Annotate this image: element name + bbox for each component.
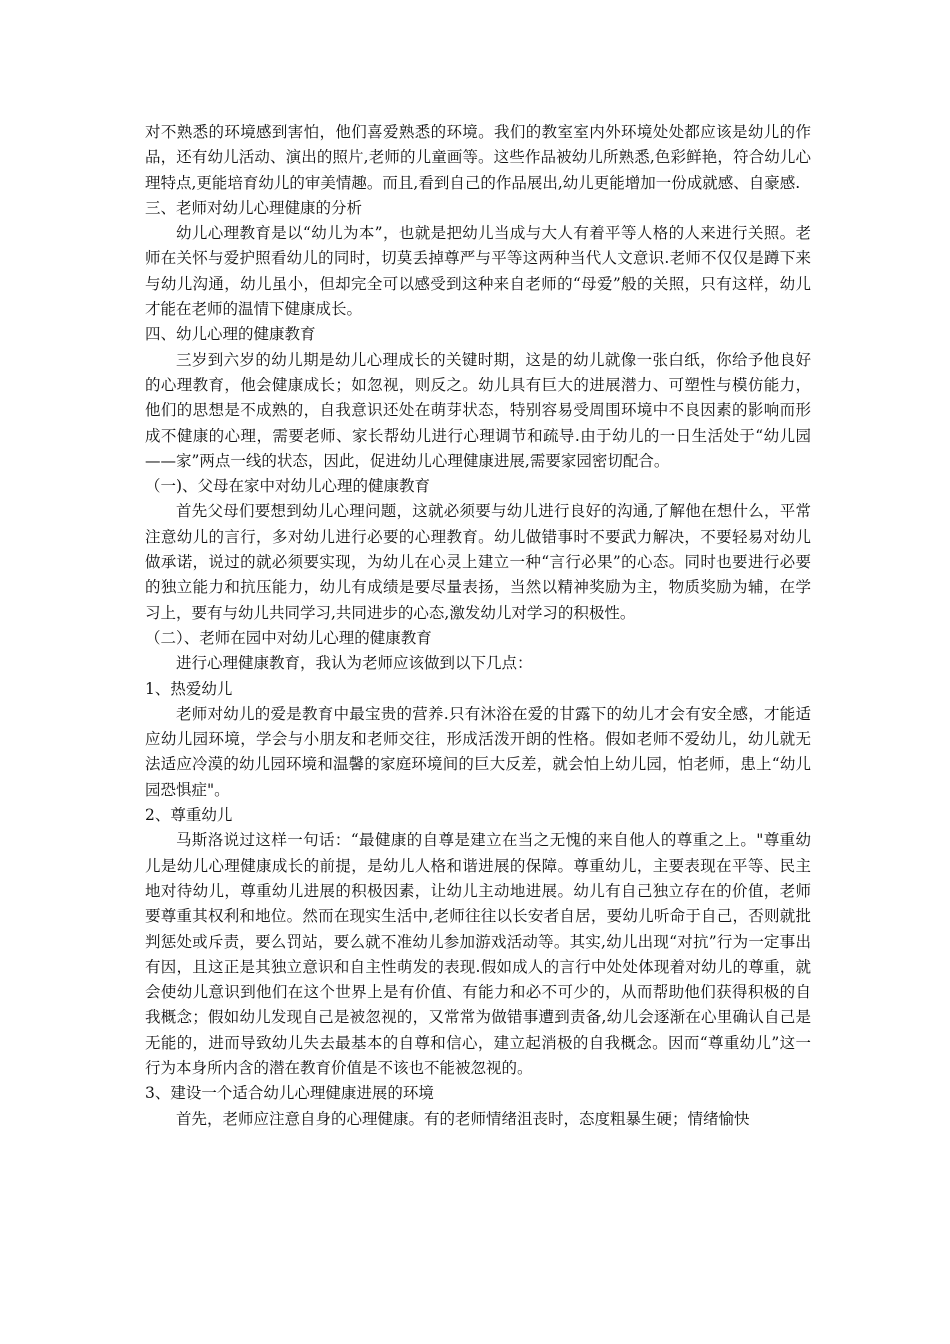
item-heading-3: 3、建设一个适合幼儿心理健康进展的环境	[145, 1084, 434, 1103]
paragraph: 首先，老师应注意自身的心理健康。有的老师情绪沮丧时，态度粗暴生硬；情绪愉快	[176, 1109, 750, 1128]
paragraph-continuation: 对不熟悉的环境感到害怕，他们喜爱熟悉的环境。我们的教室室内外环境处处都应该是幼儿的作品，还有幼儿活动、演出的照片,老师的儿童画等。这些作品被幼儿所熟悉,色彩鲜艳，符合幼儿心理特点,更能培育幼儿的审美情趣。而且,看到自己的作品展出,幼儿更能增加一份成就感、自豪感.	[145, 123, 811, 192]
section-heading-3: 三、老师对幼儿心理健康的分析	[145, 198, 363, 217]
paragraph: 老师对幼儿的爱是教育中最宝贵的营养.只有沐浴在爱的甘露下的幼儿才会有安全感，才能适应幼儿园环境，学会与小朋友和老师交往，形成活泼开朗的性格。假如老师不爱幼儿，幼儿就无法适应冷漠的幼儿园环境和温馨的家庭环境间的巨大反差，就会怕上幼儿园，怕老师，患上“幼儿园恐惧症"。	[145, 704, 811, 799]
document-body	[145, 120, 811, 1132]
paragraph: 幼儿心理教育是以“幼儿为本”，也就是把幼儿当成与大人有着平等人格的人来进行关照。老师在关怀与爱护照看幼儿的同时，切莫丢掉尊严与平等这两种当代人文意识.老师不仅仅是蹲下来与幼儿沟通，幼儿虽小，但却完全可以感受到这种来自老师的“母爱”般的关照，只有这样，幼儿才能在老师的温情下健康成长。	[145, 224, 811, 319]
paragraph: 三岁到六岁的幼儿期是幼儿心理成长的关键时期，这是的幼儿就像一张白纸，你给予他良好的心理教育，他会健康成长；如忽视，则反之。幼儿具有巨大的进展潜力、可塑性与模仿能力，他们的思想是不成熟的，自我意识还处在萌芽状态，特别容易受周围环境中不良因素的影响而形成不健康的心理，需要老师、家长帮幼儿进行心理调节和疏导.由于幼儿的一日生活处于“幼儿园——家”两点一线的状态，因此，促进幼儿心理健康进展,需要家园密切配合。	[145, 350, 811, 470]
paragraph: 马斯洛说过这样一句话：“最健康的自尊是建立在当之无愧的来自他人的尊重之上。"尊重幼儿是幼儿心理健康成长的前提，是幼儿人格和谐进展的保障。尊重幼儿，主要表现在平等、民主地对待幼儿，尊重幼儿进展的积极因素，让幼儿主动地进展。幼儿有自己独立存在的价值，老师要尊重其权利和地位。然而在现实生活中,老师往往以长安者自居，要幼儿听命于自己，否则就批判惩处或斥责，要么罚站，要么就不准幼儿参加游戏活动等。其实,幼儿出现“对抗”行为一定事出有因，且这正是其独立意识和自主性萌发的表现.假如成人的言行中处处体现着对幼儿的尊重，就会使幼儿意识到他们在这个世界上是有价值、有能力和必不可少的，从而帮助他们获得积极的自我概念；假如幼儿发现自己是被忽视的，又常常为做错事遭到责备,幼儿会逐渐在心里确认自己是无能的，进而导致幼儿失去最基本的自尊和信心，建立起消极的自我概念。因而“尊重幼儿”这一行为本身所内含的潜在教育价值是不该也不能被忽视的。	[145, 831, 811, 1077]
section-heading-4: 四、幼儿心理的健康教育	[145, 325, 316, 344]
item-heading-2: 2、尊重幼儿	[145, 806, 233, 825]
paragraph: 进行心理健康教育，我认为老师应该做到以下几点：	[176, 654, 533, 673]
subsection-heading-2: （二）、老师在园中对幼儿心理的健康教育	[145, 628, 432, 647]
item-heading-1: 1、热爱幼儿	[145, 679, 233, 698]
subsection-heading-1: （一)、父母在家中对幼儿心理的健康教育	[145, 477, 431, 496]
paragraph: 首先父母们要想到幼儿心理问题，这就必须要与幼儿进行良好的沟通,了解他在想什么，平常注意幼儿的言行，多对幼儿进行必要的心理教育。幼儿做错事时不要武力解决，不要轻易对幼儿做承诺，说过的就必须要实现，为幼儿在心灵上建立一种“言行必果”的心态。同时也要进行必要的独立能力和抗压能力，幼儿有成绩是要尽量表扬，当然以精神奖励为主，物质奖励为辅，在学习上，要有与幼儿共同学习,共同进步的心态,激发幼儿对学习的积极性。	[145, 502, 811, 622]
